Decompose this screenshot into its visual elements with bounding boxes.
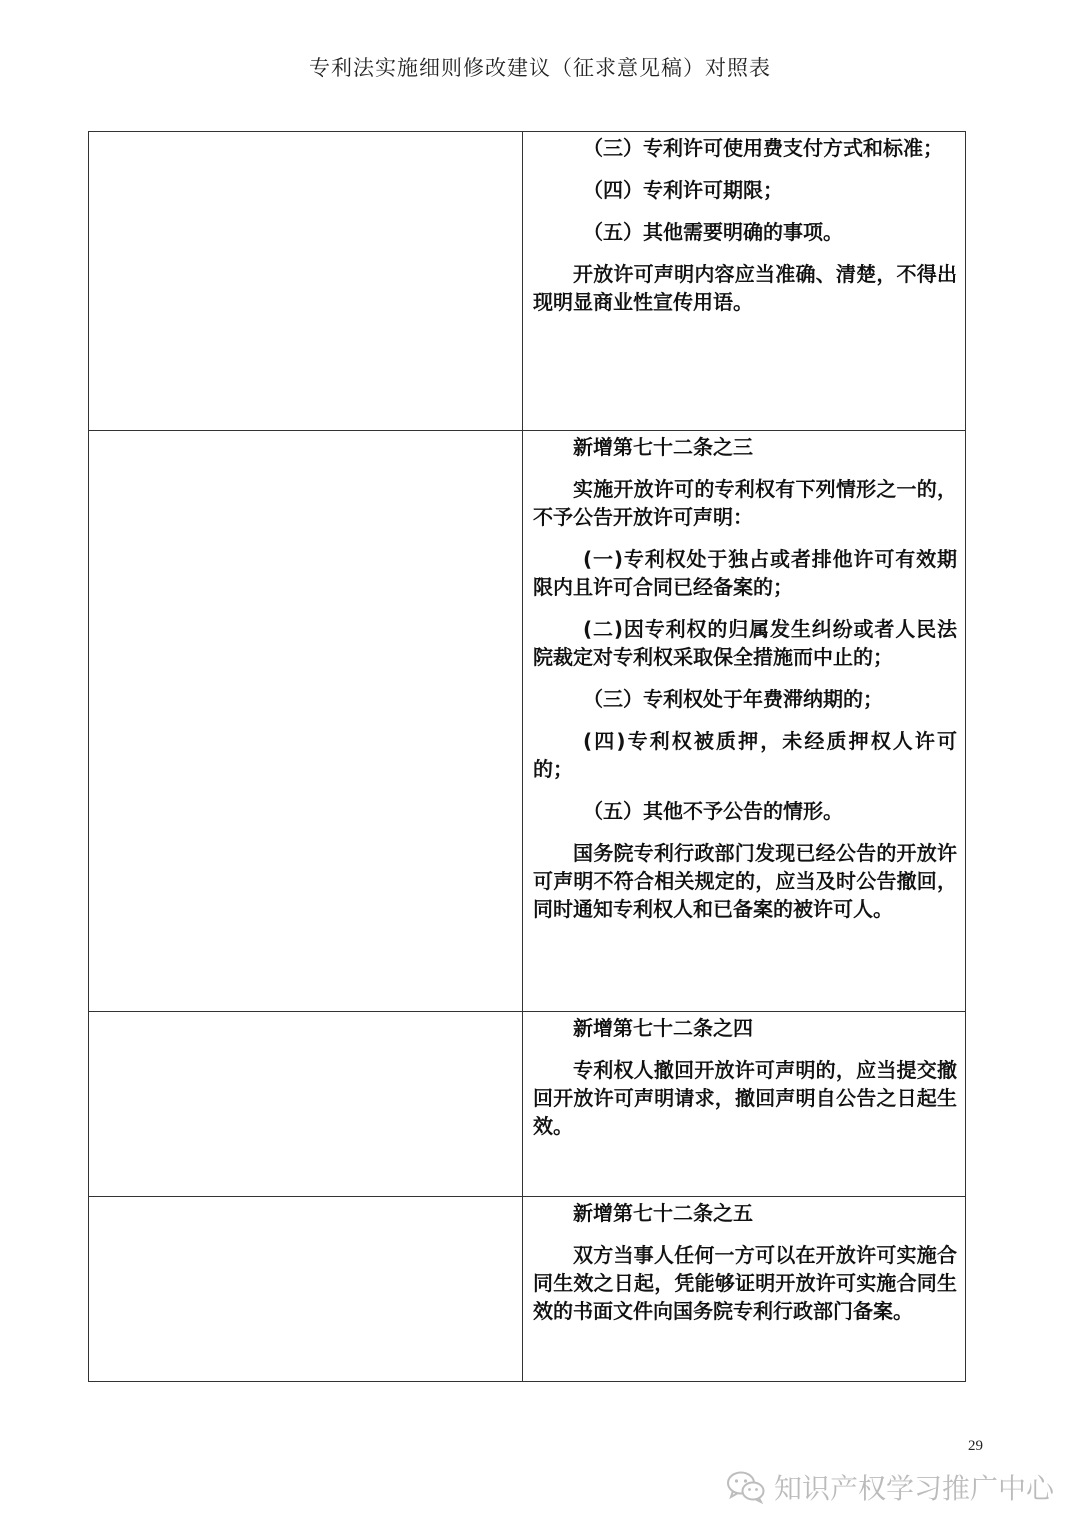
clause-item: （三）专利许可使用费支付方式和标准； [583, 136, 943, 160]
clause-paragraph: 专利权人撤回开放许可声明的，应当提交撤回开放许可声明请求，撤回声明自公告之日起生效。 [533, 1058, 957, 1138]
original-text-cell [89, 132, 523, 431]
original-text-cell [89, 1197, 523, 1382]
revised-text-cell [523, 132, 966, 431]
clause-item: （三）专利权处于年费滞纳期的； [583, 687, 883, 711]
comparison-table [88, 131, 966, 1382]
clause-item: (四)专利权被质押，未经质押权人许可的； [533, 729, 957, 781]
table-row [89, 1012, 966, 1197]
clause-item: （五）其他需要明确的事项。 [583, 220, 843, 244]
table-row [89, 132, 966, 431]
original-text-cell [89, 1012, 523, 1197]
revised-text-cell [523, 1012, 966, 1197]
table-row [89, 1197, 966, 1382]
page-header-title: 专利法实施细则修改建议（征求意见稿）对照表 [309, 56, 771, 80]
clause-item: (一)专利权处于独占或者排他许可有效期限内且许可合同已经备案的； [533, 547, 957, 599]
clause-paragraph: 实施开放许可的专利权有下列情形之一的，不予公告开放许可声明： [533, 477, 957, 529]
clause-paragraph: 国务院专利行政部门发现已经公告的开放许可声明不符合相关规定的，应当及时公告撤回，同时通知专利权人和已备案的被许可人。 [533, 841, 957, 921]
watermark-text: 知识产权学习推广中心 [774, 1472, 1055, 1505]
article-heading: 新增第七十二条之五 [573, 1201, 753, 1225]
table-row [89, 431, 966, 1012]
page-number: 29 [968, 1438, 983, 1454]
revised-text-cell [523, 1197, 966, 1382]
wechat-icon [726, 1470, 766, 1504]
clause-item: (二)因专利权的归属发生纠纷或者人民法院裁定对专利权采取保全措施而中止的； [533, 617, 957, 669]
article-heading: 新增第七十二条之四 [573, 1016, 753, 1040]
clause-item: （四）专利许可期限； [583, 178, 783, 202]
watermark [726, 1467, 1054, 1507]
clause-paragraph: 双方当事人任何一方可以在开放许可实施合同生效之日起，凭能够证明开放许可实施合同生效的书面文件向国务院专利行政部门备案。 [533, 1243, 957, 1323]
original-text-cell [89, 431, 523, 1012]
article-heading: 新增第七十二条之三 [573, 435, 753, 459]
clause-paragraph: 开放许可声明内容应当准确、清楚，不得出现明显商业性宣传用语。 [533, 262, 957, 314]
clause-item: （五）其他不予公告的情形。 [583, 799, 843, 823]
revised-text-cell [523, 431, 966, 1012]
